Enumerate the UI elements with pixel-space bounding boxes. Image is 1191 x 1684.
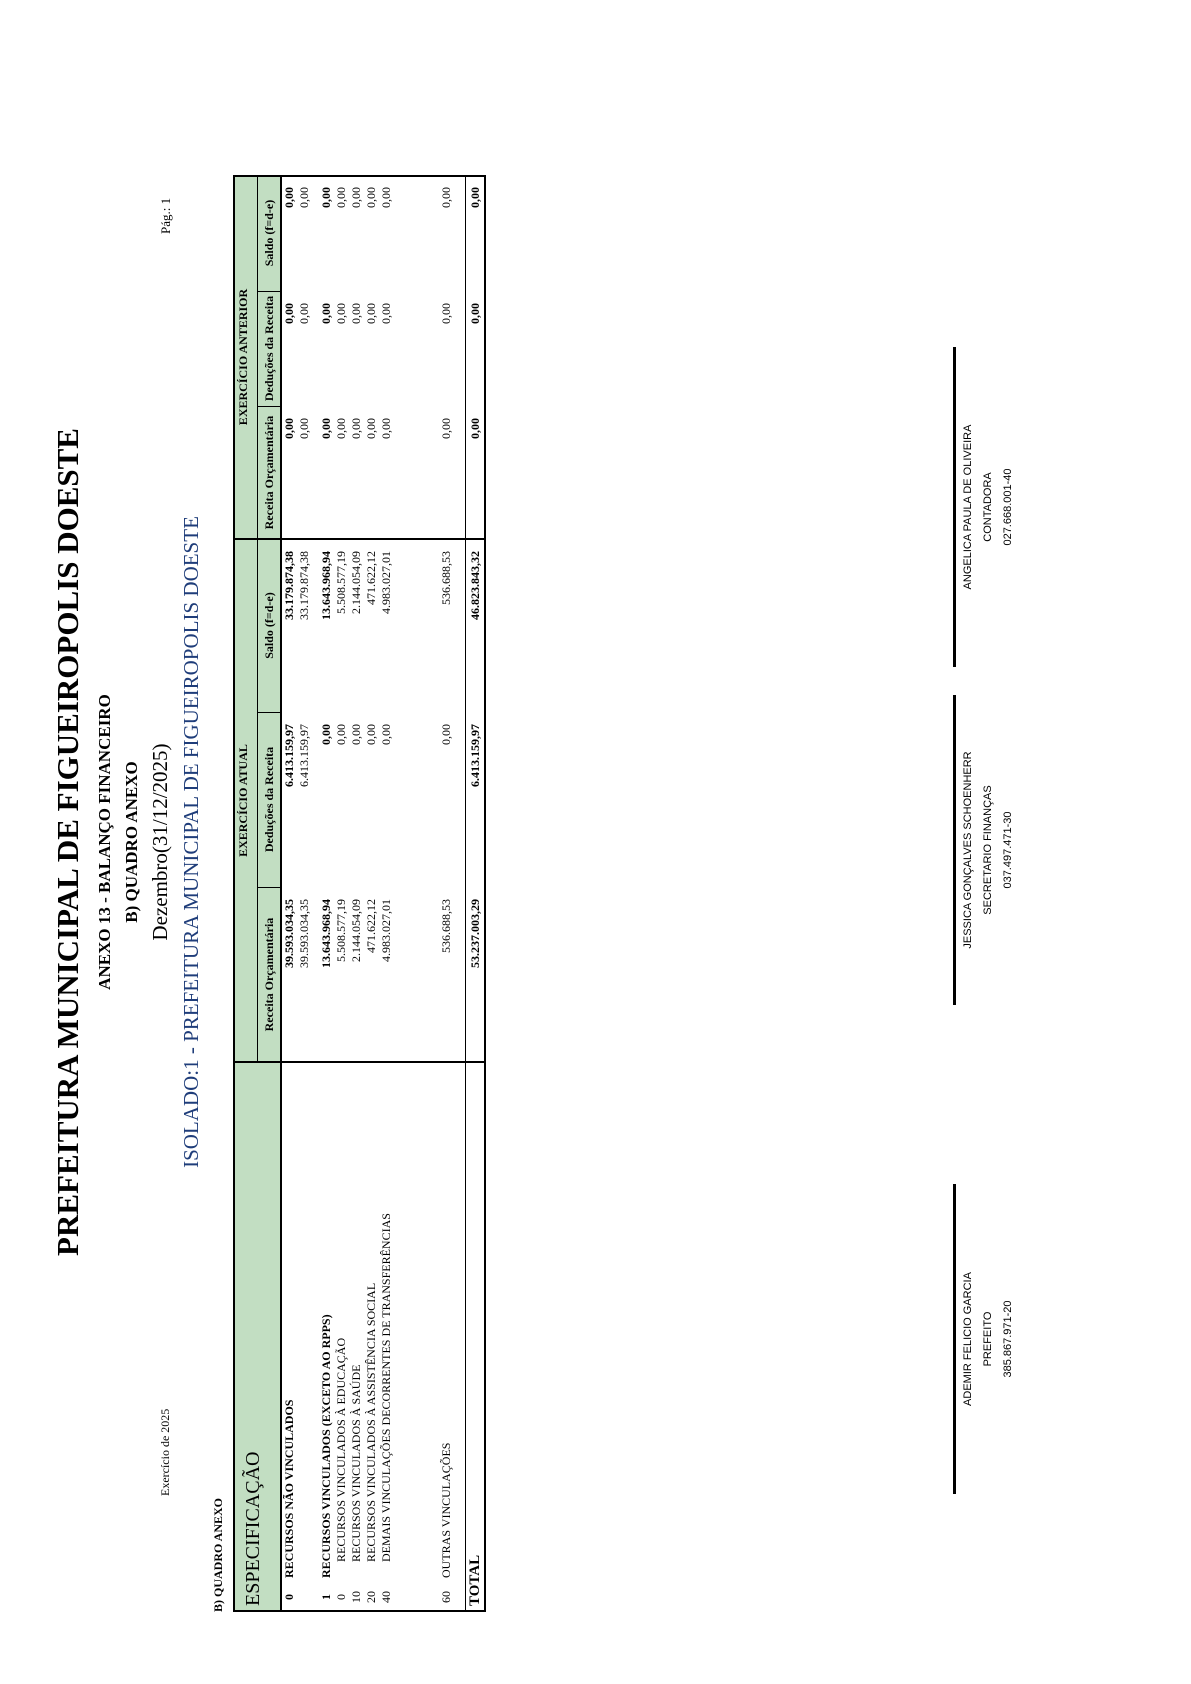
row-code: 40 [379,1591,393,1603]
row-value: 13.643.968,94 [319,551,333,620]
row-value: 2.144.054,09 [349,551,363,614]
table-row [439,175,454,1612]
table-row-total [467,175,484,1612]
total-value: 0,00 [468,187,482,208]
signature-contadora [958,317,1018,697]
page-number: Pág.: 1 [158,197,173,234]
row-value: 0,00 [349,303,363,324]
signature-prefeito [958,1149,1018,1529]
row-code: 60 [439,1591,453,1603]
row-value: 0,00 [319,303,333,324]
row-value: 471.622,12 [364,899,378,953]
row-label: RECURSOS VINCULADOS À ASSISTÊNCIA SOCIAL [364,1282,378,1562]
row-value: 5.508.577,19 [334,899,348,962]
row-value: 0,00 [282,303,296,324]
quadro-title: B) QUADRO ANEXO [122,761,141,923]
total-value: 0,00 [468,303,482,324]
signature-line-contadora [953,347,956,667]
total-top-line [465,175,466,1612]
row-value: 0,00 [334,187,348,208]
row-value: 33.179.874,38 [297,551,311,620]
total-value: 6.413.159,97 [468,724,482,787]
row-code: 1 [319,1594,333,1600]
annex-title: ANEXO 13 - BALANÇO FINANCEIRO [95,694,114,990]
row-value: 0,00 [379,418,393,439]
signature-line-secretario [953,695,956,1005]
col-header-deducoes-anterior: Deduções da Receita [262,295,276,402]
row-value: 2.144.054,09 [349,899,363,962]
row-value: 0,00 [319,187,333,208]
row-value: 4.983.027,01 [379,899,393,962]
row-value: 536.688,53 [439,551,453,605]
col-header-receita-anterior: Receita Orçamentária [262,415,276,530]
signature-role: SECRETARIO FINANÇAS [982,785,994,915]
row-value: 0,00 [319,418,333,439]
table-row [364,175,379,1612]
signature-doc: 037.497.471-30 [1002,811,1014,889]
report-title: PREFEITURA MUNICIPAL DE FIGUEIROPOLIS DOESTE [50,428,85,1256]
group-anterior-header: EXERCÍCIO ANTERIOR [236,288,250,426]
total-value: 53.237.003,29 [468,899,482,968]
row-value: 39.593.034,35 [282,899,296,968]
row-value: 0,00 [349,724,363,745]
group-atual-header: EXERCÍCIO ATUAL [236,744,250,857]
entity-name: ISOLADO:1 - PREFEITURA MUNICIPAL DE FIGUEIROPOLIS DOESTE [179,516,203,1168]
signature-line-prefeito [953,1184,956,1494]
row-value: 0,00 [282,418,296,439]
row-value: 0,00 [379,187,393,208]
row-value: 0,00 [439,187,453,208]
row-label: RECURSOS VINCULADOS À SAÚDE [349,1364,363,1562]
row-value: 0,00 [319,724,333,745]
signature-secretario [958,660,1018,1040]
row-code: 10 [349,1591,363,1603]
row-label: RECURSOS NÃO VINCULADOS [282,1399,296,1578]
table-row [379,175,394,1612]
col-header-saldo-anterior: Saldo (f=d-e) [262,199,276,267]
row-value: 0,00 [297,418,311,439]
table-row [297,175,312,1612]
row-value: 0,00 [349,187,363,208]
row-value: 0,00 [349,418,363,439]
col-header-deducoes-atual: Deduções da Receita [262,746,276,853]
total-value: 0,00 [468,418,482,439]
row-value: 0,00 [439,303,453,324]
exercicio-label: Exercício de 2025 [158,1408,172,1496]
col-tick-1 [257,887,280,888]
signature-role: CONTADORA [982,472,994,542]
row-value: 5.508.577,19 [334,551,348,614]
table-border-top [233,175,235,1612]
report-period: Dezembro(31/12/2025) [148,743,172,941]
signature-name: JESSICA GONÇALVES SCHOENHERR [962,751,974,949]
row-label: RECURSOS VINCULADOS À EDUCAÇÃO [334,1337,348,1562]
quadro-anexo-table [233,175,486,1612]
col-header-receita-atual: Receita Orçamentária [262,917,276,1032]
row-value: 13.643.968,94 [319,899,333,968]
row-value: 0,00 [364,187,378,208]
table-row [319,175,334,1612]
row-label: OUTRAS VINCULAÇÕES [439,1442,453,1578]
spec-header: ESPECIFICAÇÃO [242,1451,264,1606]
row-value: 39.593.034,35 [297,899,311,968]
row-value: 0,00 [379,724,393,745]
row-value: 0,00 [439,418,453,439]
row-value: 0,00 [364,303,378,324]
group-header-divider [257,175,258,1062]
col-header-saldo-atual: Saldo (f=d-e) [262,592,276,659]
row-code: 0 [282,1594,296,1600]
row-code: 20 [364,1591,378,1603]
signature-role: PREFEITO [982,1311,994,1367]
col-tick-2 [257,712,280,713]
section-label: B) QUADRO ANEXO [211,1497,225,1612]
signature-doc: 385.867.971-20 [1002,1300,1014,1378]
row-value: 471.622,12 [364,551,378,605]
row-value: 0,00 [297,187,311,208]
row-value: 6.413.159,97 [282,724,296,787]
signature-name: ADEMIR FELICIO GARCIA [962,1272,974,1406]
row-value: 6.413.159,97 [297,724,311,787]
row-value: 33.179.874,38 [282,551,296,620]
table-row [282,175,297,1612]
row-value: 0,00 [334,724,348,745]
row-value: 4.983.027,01 [379,551,393,614]
row-code: 0 [334,1594,348,1600]
row-value: 0,00 [334,418,348,439]
row-value: 0,00 [297,303,311,324]
total-value: 46.823.843,32 [468,551,482,620]
table-border-bottom [484,175,486,1612]
total-label: TOTAL [467,1554,483,1606]
row-label: RECURSOS VINCULADOS (EXCETO AO RPPS) [319,1314,333,1578]
col-tick-4 [257,291,280,292]
signature-name: ANGELICA PAULA DE OLIVEIRA [962,424,974,590]
row-value: 0,00 [379,303,393,324]
col-tick-3 [257,406,280,407]
row-value: 0,00 [334,303,348,324]
table-row [349,175,364,1612]
row-value: 0,00 [364,724,378,745]
row-label: DEMAIS VINCULAÇÕES DECORRENTES DE TRANSFERÊNCIAS [379,1213,393,1562]
row-value: 0,00 [364,418,378,439]
table-row [334,175,349,1612]
signature-doc: 027.668.001-40 [1002,468,1014,546]
row-value: 536.688,53 [439,899,453,953]
row-value: 0,00 [282,187,296,208]
row-value: 0,00 [439,724,453,745]
